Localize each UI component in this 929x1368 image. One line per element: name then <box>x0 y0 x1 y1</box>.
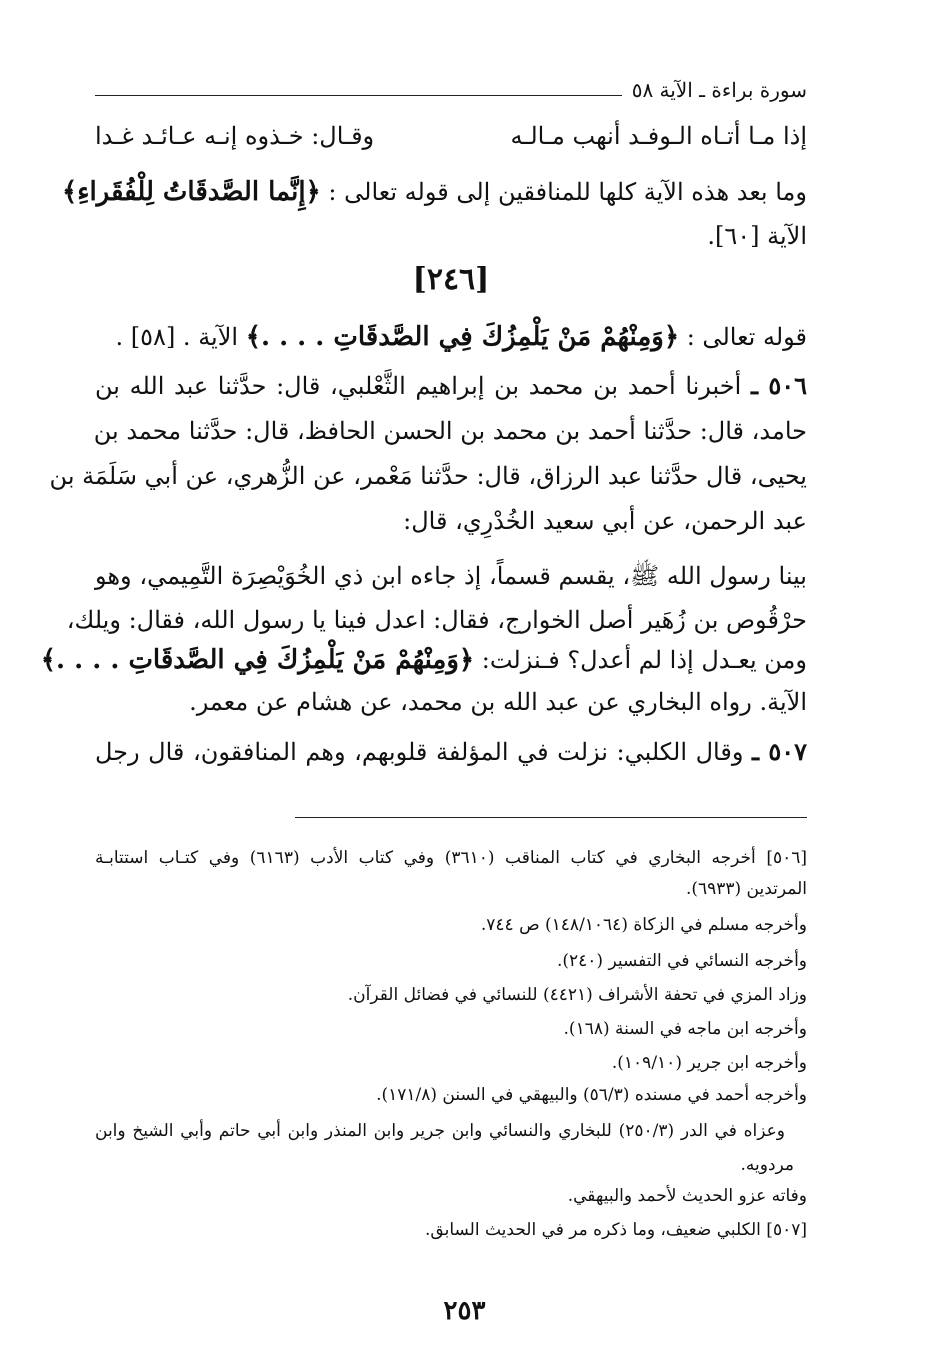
footnote-506-line-2: المرتدين (٦٩٣٣). <box>685 879 807 899</box>
matn-line-3 <box>40 645 807 676</box>
running-header <box>95 78 807 108</box>
section-title-prefix: قوله تعالى : <box>686 323 807 351</box>
matn-line-2: حرْقُوص بن زُهَير أصل الخوارج، فقال: اعدل فينا يا رسول الله، فقال: ويلك، <box>66 606 807 634</box>
footnote-line: وأخرجه النسائي في التفسير (٢٤٠). <box>556 951 807 971</box>
quran-quote: ﴿وَمِنْهُمْ مَنْ يَلْمِزُكَ فِي الصَّدقَاتِ . . . .﴾ <box>40 645 475 675</box>
section-title-suffix: الآية . [٥٨] . <box>115 323 239 351</box>
footnote-line: وأخرجه أحمد في مسنده (٥٦/٣) والبيهقي في السنن (١٧١/٨). <box>376 1085 807 1105</box>
footnote-line: وأخرجه مسلم في الزكاة (١٤٨/١٠٦٤) ص ٧٤٤. <box>480 915 807 935</box>
intro-line-1 <box>62 177 807 208</box>
poetry-verse <box>95 122 807 151</box>
matn-line-1: بينا رسول الله ﷺ، يقسم قسماً، إذ جاءه ابن ذي الخُوَيْصِرَة التَّمِيمي، وهو <box>95 562 807 590</box>
matn-line-4: الآية. رواه البخاري عن عبد الله بن محمد، عن هشام عن معمر. <box>189 688 807 716</box>
verse-left-hemistich: وقـال: خـذوه إنـه عـائـد غـدا <box>95 122 375 150</box>
section-title <box>95 322 807 353</box>
footnote-line: وأخرجه ابن ماجه في السنة (١٦٨). <box>563 1019 807 1039</box>
footnote-line: وأخرجه ابن جرير (١٠٩/١٠). <box>611 1053 807 1073</box>
footnote-line: مردويه. <box>740 1155 794 1175</box>
footnote-line: وعزاه في الدر (٢٥٠/٣) للبخاري والنسائي وابن جرير وابن المنذر وابن أبي حاتم وأبي الشيخ وابن <box>95 1121 785 1141</box>
section-title-quran: ﴿وَمِنْهُمْ مَنْ يَلْمِزُكَ فِي الصَّدقَاتِ . . . .﴾ <box>245 322 680 352</box>
quran-quote: ﴿إِنَّما الصَّدقَاتُ لِلْفُقَراءِ﴾ <box>62 177 321 207</box>
footnote-rule <box>295 817 807 818</box>
intro-line-2: الآية [٦٠]. <box>707 222 807 250</box>
hadith-text: أخبرنا أحمد بن محمد بن إبراهيم الثَّعْلبي، قال: حدَّثنا عبد الله بن <box>95 372 742 400</box>
section-number: [٢٤٦] <box>412 262 490 297</box>
hadith-506-line-3: يحيى، قال حدَّثنا عبد الرزاق، قال: حدَّثنا مَعْمر، عن الزُّهري، عن أبي سَلَمَة بن <box>49 462 807 490</box>
matn-line-3-text: ومن يعـدل إذا لم أعدل؟ فـنزلت: <box>481 646 807 674</box>
intro-text: وما بعد هذه الآية كلها للمنافقين إلى قوله تعالى : <box>328 178 807 206</box>
hadith-507-line-1 <box>95 738 807 767</box>
footnote-line: وفاته عزو الحديث لأحمد والبيهقي. <box>567 1186 807 1206</box>
hadith-number: ٥٠٦ ـ <box>750 371 808 400</box>
hadith-506-line-1 <box>95 372 807 401</box>
hadith-506-line-2: حامد، قال: حدَّثنا أحمد بن محمد بن الحسن الحافظ، قال: حدَّثنا محمد بن <box>93 417 807 445</box>
hadith-number: ٥٠٧ ـ <box>752 737 807 766</box>
verse-right-hemistich: إذا مـا أتـاه الـوفـد أنهب مـالـه <box>510 122 807 150</box>
footnote-507: [٥٠٧] الكلبي ضعيف، وما ذكره مر في الحديث السابق. <box>425 1220 807 1240</box>
footnote-line: وزاد المزي في تحفة الأشراف (٤٤٢١) للنسائي في فضائل القرآن. <box>347 985 807 1005</box>
hadith-506-line-4: عبد الرحمن، عن أبي سعيد الخُدْرِي، قال: <box>403 507 807 535</box>
running-title: سورة براءة ـ الآية ٥٨ <box>622 78 807 102</box>
hadith-text: وقال الكلبي: نزلت في المؤلفة قلوبهم، وهم المنافقون، قال رجل <box>95 738 744 766</box>
footnote-506-line-1: [٥٠٦] أخرجه البخاري في كتاب المناقب (٣٦١٠) وفي كتاب الأدب (٦١٦٣) وفي كتـاب استتابـة <box>95 848 807 868</box>
page-number: ٢٥٣ <box>443 1296 486 1326</box>
